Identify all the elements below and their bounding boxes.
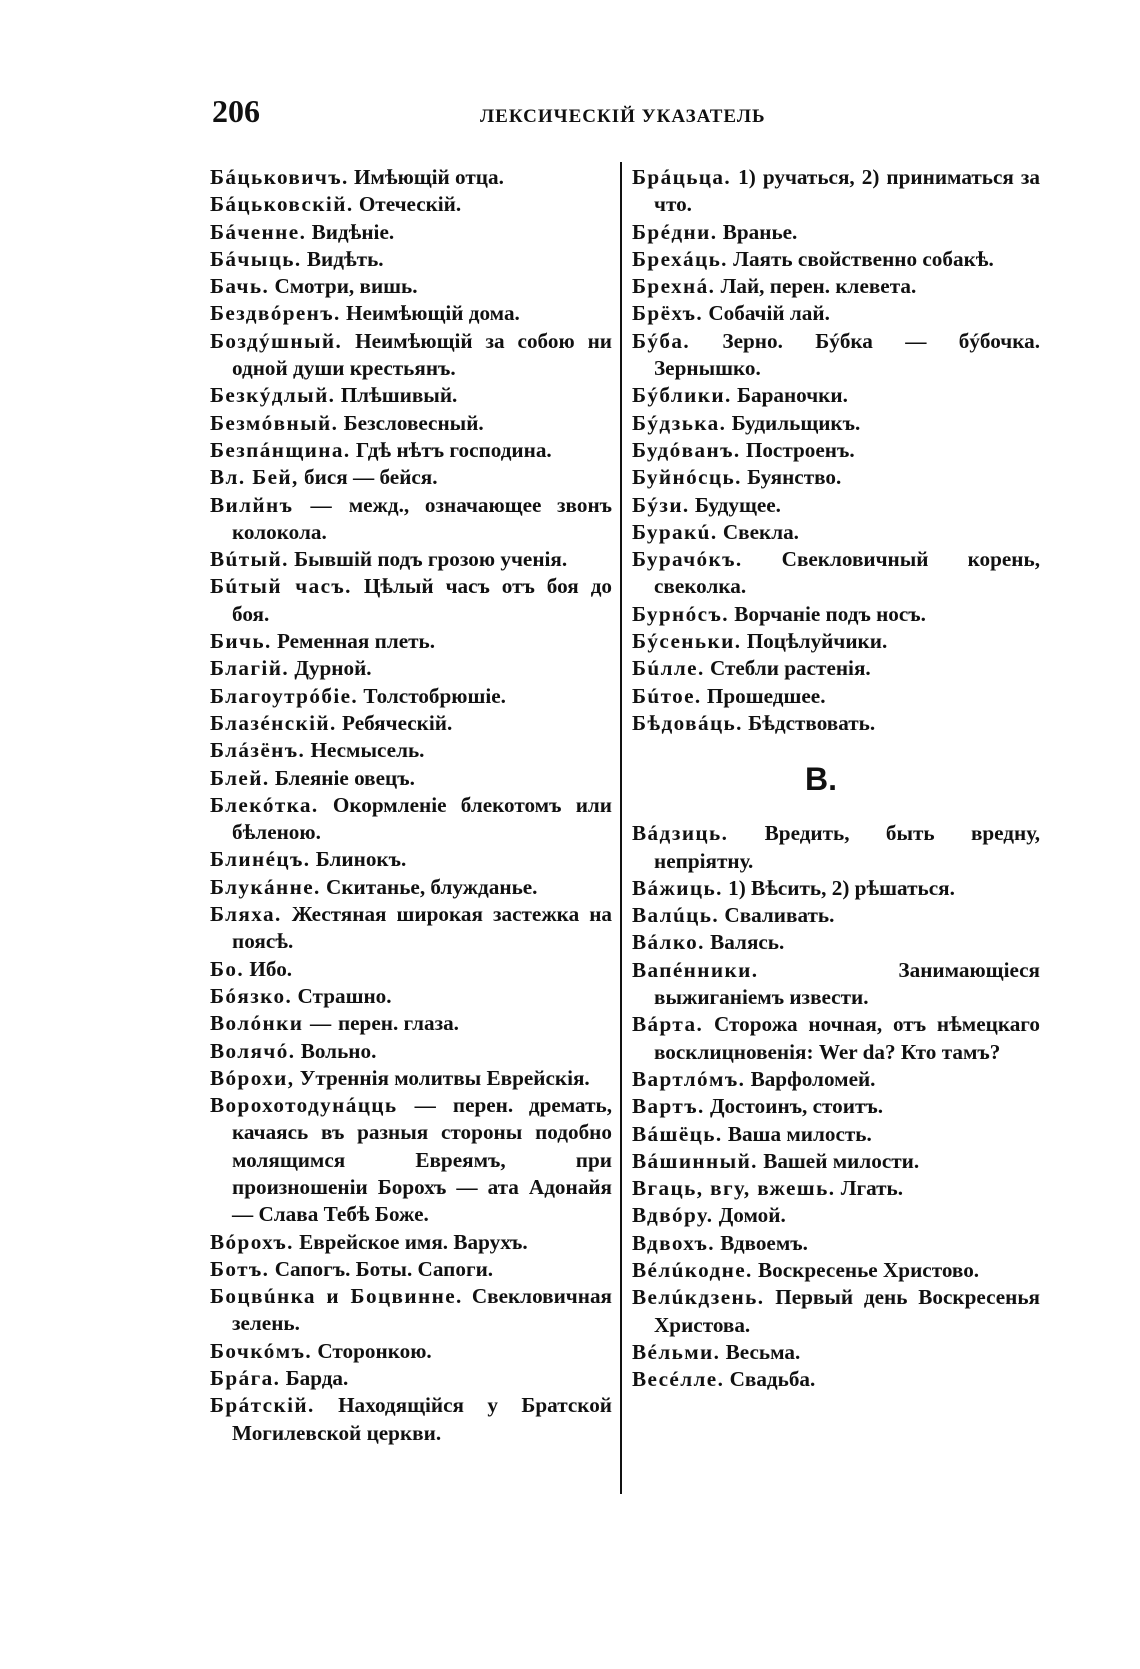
entry-definition: Неимѣющій за собою ни одной души крестьянъ. [232,328,613,381]
entry-definition: Лаять свойственно собакѣ. [733,246,994,271]
entry-headword: Блей. [210,765,270,790]
dictionary-entry [210,1010,612,1037]
entry-definition: Поцѣлуйчики. [746,629,888,654]
entry-definition: Сваливать. [724,903,835,928]
dictionary-entry [632,437,1040,464]
entry-headword: Брáтскій. [210,1393,315,1418]
entry-headword: Вáдзиць. [632,821,729,846]
entry-headword: Бúтое. [632,683,702,708]
dictionary-entry [210,1092,612,1228]
entry-definition: Варфоломей. [750,1066,876,1091]
entry-headword: Вдвохъ. [632,1230,715,1255]
dictionary-entry [632,628,1040,655]
dictionary-entry [210,1283,612,1338]
entry-definition: Дурной. [294,656,372,681]
entry-definition: Валясь. [710,930,785,955]
entry-headword: Волячó. [210,1038,296,1063]
entry-definition: Занимающіеся выжиганіемъ извести. [654,957,1040,1010]
entry-headword: Вáжиць. [632,875,723,900]
entry-headword: Вáшинный. [632,1148,758,1173]
dictionary-entry [210,983,612,1010]
entry-definition: Неимѣющій дома. [346,301,520,326]
entry-definition: Утреннія молитвы Еврейскія. [299,1065,590,1090]
dictionary-entry [632,300,1040,327]
dictionary-entry [210,300,612,327]
entry-headword: Бúлле. [632,656,705,681]
dictionary-entry [210,874,612,901]
entry-definition: Вашей милости. [763,1148,920,1173]
dictionary-entry [632,246,1040,273]
entry-definition: Достоинъ, стоитъ. [709,1094,884,1119]
entry-headword: Вúтый. [210,547,289,572]
entry-definition: Ваша милость. [727,1121,872,1146]
dictionary-entry [632,273,1040,300]
entry-definition: перен. дремать, качаясь въ разныя стороны подобно молящимся Евреямъ, при произношеніи Борохъ — ата Адонайя — Слава Тебѣ Боже. [232,1093,613,1227]
entry-definition: Буянство. [747,465,842,490]
entry-headword: Вáлко. [632,930,705,955]
entry-headword: Вóрохи, [210,1065,295,1090]
entry-definition: Бывшій подъ грозою ученія. [294,547,568,572]
entry-definition: Будильщикъ. [731,410,861,435]
entry-headword: Вдвóру. [632,1203,714,1228]
entry-headword: Бýблики. [632,383,732,408]
entry-definition: Толстобрюшіе. [363,683,506,708]
entry-headword: Вéльми. [632,1339,721,1364]
dictionary-entry [632,820,1040,875]
entry-definition: Цѣлый часъ отъ боя до боя. [232,574,613,626]
dictionary-entry [632,957,1040,1012]
entry-definition: Свадьба. [729,1367,816,1392]
entry-headword: Вáшёць. [632,1121,723,1146]
dictionary-entry [632,1284,1040,1339]
dictionary-entry [632,601,1040,628]
entry-headword: Блазéнскій. [210,710,337,735]
dictionary-entry [210,683,612,710]
entry-headword: Брехáць. [632,246,728,271]
entry-definition: 1) Вѣсить, 2) рѣшаться. [728,875,955,900]
entry-headword: Валúць. [632,903,720,928]
entry-headword: Бáцьковскій. [210,192,354,217]
dictionary-entry [210,1256,612,1283]
dictionary-entry [632,1257,1040,1284]
entry-headword: Брáцьца. [632,165,732,189]
entry-definition: Домой. [718,1203,786,1228]
entry-headword: Будóванъ. [632,437,741,462]
entry-headword: Бýсеньки. [632,629,742,654]
dictionary-entry [632,902,1040,929]
entry-definition: Сторонкою. [317,1338,432,1363]
entry-definition: Собачій лай. [708,301,830,326]
entry-headword: Бляха. [210,902,282,927]
entry-definition: Вранье. [722,219,798,244]
entry-headword: Вапéнники. [632,957,759,982]
entry-definition: Блеяніе овецъ. [274,765,415,790]
entry-headword: Блáзёнъ. [210,738,306,763]
entry-headword: Бýба. [632,328,691,353]
dictionary-entry [210,765,612,792]
entry-headword: Ворохотодунáцць — [210,1093,438,1118]
dictionary-entry [210,1065,612,1092]
entry-definition: Вредить, быть вредну, непріятну. [654,821,1040,873]
entry-headword: Вóрохъ. [210,1229,294,1254]
entry-definition: Прошедшее. [706,683,826,708]
entry-definition: Жестяная широкая застежка на поясѣ. [232,902,612,954]
dictionary-entry [210,464,612,491]
entry-headword: Боцвúнка и Боцвинне. [210,1284,463,1309]
entry-definition: Смотри, вишь. [274,274,418,299]
entry-definition: Построенъ. [745,437,855,462]
dictionary-entry [210,219,612,246]
dictionary-entry [632,219,1040,246]
entry-headword: Безпáнщина. [210,437,351,462]
dictionary-entry [210,164,612,191]
entry-headword: Боздýшный. [210,328,343,353]
entry-definition: Свекловичная зелень. [232,1284,612,1336]
entry-headword: Бýдзька. [632,410,727,435]
dictionary-entry [210,1038,612,1065]
entry-definition: перен. глаза. [337,1011,459,1036]
entry-definition: межд., означающее звонъ колокола. [232,492,613,544]
entry-definition: 1) ручаться, 2) приниматься за что. [654,165,1041,217]
dictionary-entry [210,246,612,273]
entry-definition: Отеческій. [358,192,462,217]
entry-headword: Волóнки — [210,1011,333,1036]
entry-headword: Бурнóсъ. [632,601,729,626]
entry-definition: Еврейское имя. Варухъ. [299,1229,528,1254]
dictionary-entry [632,1066,1040,1093]
dictionary-entry [632,464,1040,491]
entry-definition: Лай, перен. клевета. [720,274,917,299]
entry-headword: Вáрта. [632,1012,704,1037]
dictionary-entry [632,1148,1040,1175]
entry-headword: Вéлúкодне. [632,1257,753,1282]
entry-headword: Благій. [210,656,290,681]
entry-definition: Барда. [285,1366,349,1391]
dictionary-entry [632,710,1040,737]
dictionary-entry [632,410,1040,437]
entry-definition: Безсловесный. [343,410,484,435]
entry-headword: Вл. Бей, [210,465,299,490]
dictionary-entry [210,328,612,383]
dictionary-entry [632,1366,1040,1393]
dictionary-entry [632,519,1040,546]
entry-definition: Скитанье, блужданье. [326,874,538,899]
dictionary-entry [210,1229,612,1256]
entry-definition: Свекла. [722,519,799,544]
dictionary-entry [210,1392,612,1447]
entry-headword: Бáцьковичъ. [210,165,349,189]
entry-definition: Будущее. [694,492,781,517]
entry-headword: Ботъ. [210,1256,270,1281]
entry-headword: Велúкдзень. [632,1285,765,1310]
dictionary-entry [210,492,612,547]
dictionary-entry [632,875,1040,902]
entry-definition: Блинокъ. [315,847,407,872]
entry-definition: Весьма. [725,1339,801,1364]
dictionary-entry [210,273,612,300]
dictionary-entry [210,573,612,628]
entry-headword: Вартъ. [632,1094,705,1119]
entry-headword: Брёхъ. [632,301,704,326]
entry-definition: Имѣющій отца. [353,165,504,189]
right-column [632,164,1040,1393]
dictionary-entry [632,683,1040,710]
dictionary-entry [632,164,1040,219]
dictionary-entry [210,655,612,682]
dictionary-entry [632,929,1040,956]
entry-headword: Безмóвный. [210,410,339,435]
entry-headword: Бездвóренъ. [210,301,341,326]
entry-definition: Несмысель. [310,738,425,763]
entry-headword: Вгаць, вгу, вжешь. [632,1176,836,1201]
entry-definition: бися — бейся. [304,465,438,490]
dictionary-entry [210,546,612,573]
dictionary-entry [210,382,612,409]
entry-headword: Блинéцъ. [210,847,311,872]
entry-definition: Ибо. [249,956,293,981]
entry-definition: Видѣть. [306,246,384,271]
dictionary-entry [210,956,612,983]
dictionary-entry [632,328,1040,383]
dictionary-entry [210,1338,612,1365]
entry-definition: Плѣшивый. [340,383,458,408]
entry-definition: Свекловичный корень, свеколка. [654,547,1040,599]
entry-headword: Блекóтка. [210,792,319,817]
dictionary-entry [210,1365,612,1392]
dictionary-entry [632,1202,1040,1229]
entry-headword: Благоутрóбіе. [210,683,359,708]
section-letter: В. [805,761,837,798]
entry-definition: Воскресенье Христово. [758,1257,980,1282]
entry-headword: Весéлле. [632,1367,725,1392]
entry-headword: Бачь. [210,274,270,299]
column-divider [620,162,622,1494]
entry-headword: Бóязко. [210,983,293,1008]
dictionary-entry [210,191,612,218]
entry-headword: Буракú. [632,519,718,544]
running-title: ЛЕКСИЧЕСКІЙ УКАЗАТЕЛЬ [480,106,766,127]
entry-definition: Ребяческій. [342,710,453,735]
dictionary-entry [632,382,1040,409]
entry-headword: Бýзи. [632,492,690,517]
entry-headword: Брехнá. [632,274,716,299]
dictionary-entry [210,628,612,655]
entry-definition: Зерно. Бýбка — бýбочка. Зернышко. [654,328,1041,381]
entry-definition: Гдѣ нѣтъ господина. [355,437,552,462]
entry-headword: Бáчыць. [210,246,302,271]
entry-definition: Вольно. [300,1038,377,1063]
entry-definition: Бѣдствовать. [748,710,876,735]
page-number: 206 [212,93,260,129]
entry-headword: Бúтый часъ. [210,574,352,599]
entry-headword: Бáченне. [210,219,307,244]
entry-headword: Блукáнне. [210,874,321,899]
entry-definition: Видѣніе. [311,219,395,244]
dictionary-entry [210,437,612,464]
entry-headword: Бо. [210,956,245,981]
dictionary-entry [632,1339,1040,1366]
entry-headword: Бочкóмъ. [210,1338,313,1363]
dictionary-entry [632,1121,1040,1148]
entry-headword: Вартлóмъ. [632,1066,746,1091]
entry-definition: Первый день Воскресенья Христова. [654,1285,1041,1337]
dictionary-entry [632,546,1040,601]
right-entries-b-cyr [632,164,1040,737]
dictionary-entry [632,1011,1040,1066]
dictionary-entry [632,655,1040,682]
dictionary-entry [632,492,1040,519]
left-column [210,164,612,1447]
entry-headword: Брéдни. [632,219,718,244]
entry-headword: Безкýдлый. [210,383,336,408]
entry-definition: Ворчаніе подъ носъ. [734,601,926,626]
entry-definition: Сапогъ. Боты. Сапоги. [274,1256,494,1281]
right-entries-v [632,820,1040,1393]
dictionary-entry [632,1230,1040,1257]
entry-headword: Бурачóкъ. [632,547,743,572]
dictionary-entry [210,710,612,737]
entry-definition: Страшно. [297,983,392,1008]
entry-definition: Сторожа ночная, отъ нѣмецкаго восклицновенія: Wer da? Кто тамъ? [654,1012,1040,1064]
dictionary-entry [210,410,612,437]
entry-definition: Стебли растенія. [709,656,871,681]
dictionary-entry [210,792,612,847]
dictionary-entry [632,1093,1040,1120]
entry-headword: Вилйнъ — [210,492,334,517]
dictionary-entry [210,901,612,956]
entry-headword: Бѣдовáць. [632,710,743,735]
entry-headword: Бичь. [210,629,272,654]
entry-definition: Находящійся у Братской Могилевской церкви. [232,1393,613,1445]
entry-definition: Лгать. [840,1176,904,1201]
entry-headword: Брáга. [210,1366,281,1391]
entry-definition: Ременная плеть. [276,629,436,654]
entry-headword: Буйнóсць. [632,465,742,490]
entry-definition: Вдвоемъ. [720,1230,808,1255]
entry-definition: Бараночки. [736,383,848,408]
dictionary-entry [210,737,612,764]
entry-definition: Окормленіе блекотомъ или бѣленою. [232,792,612,845]
dictionary-entry [632,1175,1040,1202]
dictionary-entry [210,846,612,873]
